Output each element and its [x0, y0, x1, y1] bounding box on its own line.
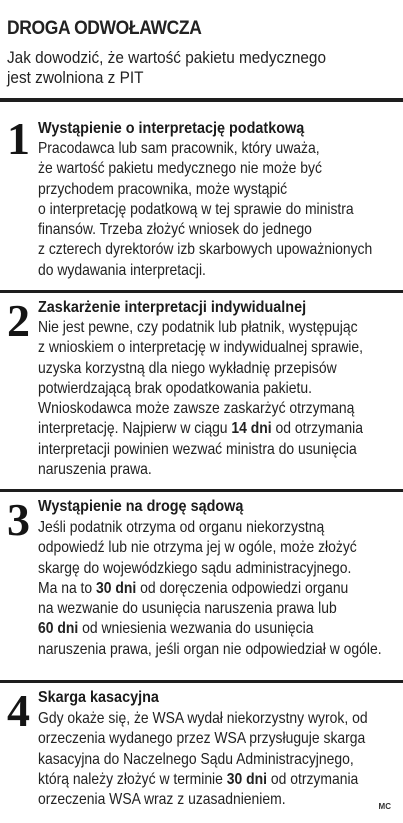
body-line: [38, 139, 395, 159]
subtitle-line: jest zwolniona z PIT: [7, 69, 144, 87]
text-run: Wnioskodawca może zawsze zaskarżyć otrzymaną: [38, 400, 355, 418]
step-body: [38, 709, 395, 810]
text-run: interpretację. Najpierw w ciągu: [38, 420, 232, 438]
step-number: 3: [7, 494, 30, 545]
subtitle-line: Jak dowodzić, że wartość pakietu medycznego: [7, 49, 327, 67]
text-run: od doręczenia odpowiedzi organu: [136, 579, 349, 597]
step-number: 2: [7, 295, 30, 346]
body-line: [38, 599, 395, 619]
step-body: [38, 139, 395, 281]
text-run: na wezwanie do usunięcia naruszenia prawa lub: [38, 600, 337, 618]
section-divider: [0, 290, 403, 293]
text-run: naruszenia prawa, jeśli organ nie odpowiedział w ogóle.: [38, 640, 382, 658]
body-line: [38, 709, 395, 729]
section-divider: [0, 489, 403, 492]
text-run: orzeczenia WSA wraz z uzasadnieniem.: [38, 791, 286, 809]
body-line: [38, 440, 395, 460]
text-run: od otrzymania: [271, 420, 363, 438]
body-line: [38, 619, 395, 639]
text-run: Pracodawca lub sam pracownik, który uważa,: [38, 140, 320, 157]
body-line: [38, 240, 395, 260]
text-run: o interpretację podatkową w tej sprawie do ministra: [38, 200, 354, 218]
step-body: [38, 318, 395, 480]
deadline-highlight: 30 dni: [226, 770, 267, 788]
body-line: [38, 640, 395, 660]
body-line: [38, 770, 395, 790]
text-run: Jeśli podatnik otrzyma od organu niekorzystną: [38, 519, 325, 536]
body-line: [38, 359, 395, 379]
body-line: [38, 460, 395, 480]
text-run: orzeczenia wydanego przez WSA przysługuje skarga: [38, 730, 366, 748]
body-line: [38, 729, 395, 749]
deadline-highlight: 30 dni: [96, 579, 137, 597]
text-run: skargę do wojewódzkiego sądu administracyjnego.: [38, 559, 352, 577]
body-line: [38, 518, 395, 538]
header: [0, 0, 403, 106]
step-number: 4: [7, 685, 30, 736]
step-heading: Wystąpienie na drogę sądową: [38, 498, 244, 515]
text-run: Nie jest pewne, czy podatnik lub płatnik, występując: [38, 319, 358, 336]
text-run: odpowiedź lub nie otrzyma jej w ogóle, może złożyć: [38, 539, 357, 557]
body-line: [38, 750, 395, 770]
body-line: [38, 419, 395, 439]
text-run: przychodem pracownika, może wystąpić: [38, 180, 288, 198]
body-line: [38, 559, 395, 579]
step-number: 1: [7, 113, 30, 164]
body-line: [38, 399, 395, 419]
text-run: do wydawania interpretacji.: [38, 261, 206, 279]
text-run: z wnioskiem o interpretację w indywidualnej sprawie,: [38, 339, 363, 357]
text-run: potwierdzającą brak opodatkowania pakietu.: [38, 379, 312, 397]
body-line: [38, 159, 395, 179]
text-run: uzyska korzystną dla niego wykładnię przepisów: [38, 359, 337, 377]
author-credit: MC: [378, 802, 391, 811]
text-run: z czterech dyrektorów izb skarbowych upoważnionych: [38, 241, 373, 259]
text-run: od wniesienia wezwania do usunięcia: [78, 620, 314, 638]
text-run: którą należy złożyć w terminie: [38, 770, 227, 788]
body-line: [38, 318, 395, 338]
text-run: Ma na to: [38, 579, 97, 597]
text-run: Gdy okaże się, że WSA wydał niekorzystny wyrok, od: [38, 710, 368, 727]
header-rule: [0, 98, 403, 102]
body-line: [38, 180, 395, 200]
text-run: finansów. Trzeba złożyć wniosek do jednego: [38, 221, 312, 239]
section-divider: [0, 680, 403, 683]
body-line: [38, 579, 395, 599]
body-line: [38, 790, 395, 810]
text-run: od otrzymania: [266, 770, 359, 788]
text-run: że wartość pakietu medycznego nie może być: [38, 160, 322, 178]
body-line: [38, 379, 395, 399]
page-title: DROGA ODWOŁAWCZA: [7, 18, 202, 39]
body-line: [38, 338, 395, 358]
deadline-highlight: 14 dni: [231, 420, 272, 438]
text-run: naruszenia prawa.: [38, 461, 152, 479]
step-heading: Zaskarżenie interpretacji indywidualnej: [38, 299, 307, 316]
text-run: interpretacji powinien wezwać ministra do usunięcia: [38, 440, 357, 458]
deadline-highlight: 60 dni: [38, 620, 79, 638]
body-line: [38, 200, 395, 220]
step-body: [38, 518, 395, 660]
text-run: kasacyjna do Naczelnego Sądu Administracyjnego,: [38, 750, 354, 768]
body-line: [38, 538, 395, 558]
step-heading: Skarga kasacyjna: [38, 689, 159, 706]
body-line: [38, 220, 395, 240]
step-heading: Wystąpienie o interpretację podatkową: [38, 120, 305, 137]
body-line: [38, 261, 395, 281]
page-subtitle: [7, 48, 360, 88]
